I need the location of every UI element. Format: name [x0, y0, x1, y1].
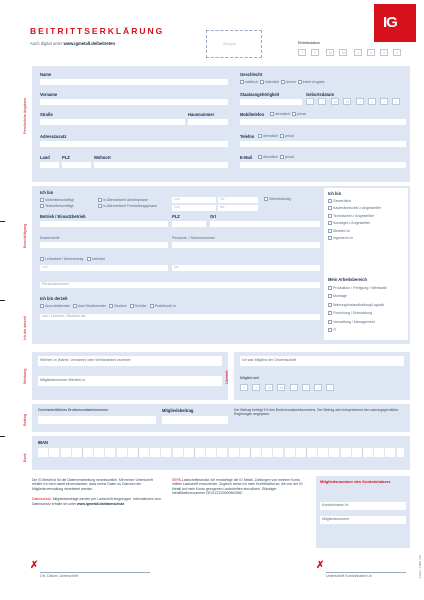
leiharbeit-von-field[interactable]: [40, 265, 168, 271]
dienstlich-checkbox[interactable]: [258, 134, 262, 138]
option-label: in Altersteilzeit Arbeitsphase: [103, 198, 148, 202]
beitrag-side-tag: Beitrag: [23, 413, 27, 426]
werbung-side-tag: Werbung: [23, 368, 27, 384]
option-label: keine Angabe: [302, 80, 325, 84]
fold-mark: [0, 436, 5, 437]
land-label: Land: [40, 155, 50, 160]
kontoinhaber-title: Mitgliedsnummer des Kontoinhabers: [320, 479, 391, 484]
signature-x-icon: ✗: [30, 560, 39, 571]
vollzeit-checkbox[interactable]: [40, 198, 44, 202]
option-label: dienstlich: [263, 134, 278, 138]
option-label: Schüler: [134, 304, 147, 308]
option-label: Kaufmännische/-r Angestellter: [333, 206, 381, 211]
personal-section: [23, 66, 410, 182]
geschlecht-checkbox[interactable]: [281, 80, 285, 84]
arbeitsbereich-checkbox[interactable]: [328, 286, 332, 290]
date-box[interactable]: M: [343, 98, 351, 105]
option-label: privat: [284, 155, 294, 159]
date-box[interactable]: J: [380, 98, 388, 105]
email-field[interactable]: [240, 162, 406, 168]
footer-mid-text: [172, 478, 308, 496]
telefon-options[interactable]: [258, 134, 294, 139]
uebertritt-side-tag: Übertritt: [225, 370, 229, 384]
right-ich-bin-label: Ich bin: [328, 191, 342, 196]
option-label: dienstlich: [275, 112, 290, 116]
option-label: IT: [333, 328, 337, 333]
date-box[interactable]: T: [298, 49, 306, 56]
datenschutz-prefix: Datenschutz:: [32, 497, 53, 502]
option-label: privat: [296, 112, 306, 116]
adresszusatz-label: Adresszusatz: [40, 134, 67, 139]
date-box[interactable]: J: [354, 49, 362, 56]
date-box[interactable]: M: [331, 98, 339, 105]
bis-label: bis: [220, 197, 225, 201]
betrieb-ort-field[interactable]: [210, 221, 320, 227]
arbeitsbereich-checkbox[interactable]: [328, 303, 332, 307]
staatsangehoerigkeit-label: Staatsangehörigkeit: [240, 92, 280, 97]
betrieb-field[interactable]: [40, 221, 168, 227]
mitglied-seit-label: Mitglied seit: [240, 376, 259, 380]
job-type-checkbox[interactable]: [328, 206, 332, 210]
bis-field-2[interactable]: [218, 205, 258, 211]
option-label: weiblich: [245, 80, 258, 84]
vorname-field[interactable]: [40, 99, 228, 105]
option-label: Technische/-r Angestellter: [333, 213, 375, 218]
geschlecht-checkbox[interactable]: [260, 80, 264, 84]
von-label: von: [174, 197, 180, 201]
date-box[interactable]: M: [339, 49, 347, 56]
geburtsdatum-boxes[interactable]: [306, 98, 406, 106]
strasse-field[interactable]: [40, 119, 185, 125]
werbung-section: [23, 352, 228, 400]
geschlecht-label: Geschlecht: [240, 72, 263, 77]
date-box[interactable]: J: [368, 98, 376, 105]
eintrittsdatum-label: Eintrittsdatum: [298, 41, 320, 45]
bis-label: bis: [220, 205, 225, 209]
date-box[interactable]: J: [380, 49, 388, 56]
option-label: Selbstständig: [269, 197, 291, 201]
privat-checkbox[interactable]: [292, 112, 296, 116]
date-box[interactable]: T: [318, 98, 326, 105]
personalnummer-field[interactable]: [40, 282, 320, 288]
job-type-checkbox[interactable]: [328, 229, 332, 233]
vorname-label: Vorname: [40, 92, 58, 97]
option-label: Ingenieur/-in: [333, 236, 353, 241]
wohnort-label: Wohnort: [94, 155, 111, 160]
lehrzeit-label: von / Lehrzeit / Studium bis: [42, 314, 86, 318]
date-box[interactable]: J: [392, 98, 400, 105]
option-label: Verwaltung / Management: [333, 319, 375, 324]
option-label: Gewerblich: [333, 199, 351, 203]
werber-nr-label: Mitgliedsnummer Werber/-in: [40, 378, 86, 382]
date-box[interactable]: J: [326, 384, 334, 391]
hausnummer-field[interactable]: [188, 119, 228, 125]
kontoinhaber-label: Kontoinhaber/-in: [322, 503, 349, 507]
von-label: von: [42, 265, 48, 269]
option-label: Auszubildender: [45, 304, 70, 308]
employment-section: [23, 186, 410, 344]
signature-line: [40, 572, 150, 573]
gewerkschaft-label: Ich war Mitglied der Gewerkschaft: [242, 358, 297, 362]
brutto-label: Durchschnittliches Bruttomonatseinkommen: [38, 408, 109, 412]
personalnr-field[interactable]: [172, 242, 320, 248]
sepa-text: Lastschriftmandat: Ich ermächtige die IG Metall, Zahlungen von meinem Konto mittels Lastschrift einzuziehen. Zugleich weise ich mein Kreditinstitut an, die von der IG Metall auf mein Konto gezogenen Lastschriften einzulösen. Gläubiger-Identifikationsnummer DE31ZZZ00000563369.: [172, 478, 303, 496]
plz-field[interactable]: [62, 162, 91, 168]
form-title: BEITRITTSERKLÄRUNG: [30, 26, 165, 36]
wohnort-field[interactable]: [94, 162, 228, 168]
fold-mark: [0, 221, 5, 222]
date-box[interactable]: J: [290, 384, 298, 391]
job-type-checkbox[interactable]: [328, 221, 332, 225]
date-box[interactable]: T: [252, 384, 260, 391]
iban-label: IBAN: [38, 440, 49, 445]
praktikant-checkbox[interactable]: [150, 304, 154, 308]
kontoinhaber-panel: [316, 476, 410, 548]
option-label: Forschung / Entwicklung: [333, 311, 373, 316]
signature-line: [326, 572, 406, 573]
werber-label: Werber/-in (Name, Vorname) oder Werbeaktion/-nummer: [40, 358, 131, 362]
personalnummer-label: Personalnummer: [42, 282, 70, 286]
leiharbeit-options[interactable]: [40, 257, 105, 262]
beitrag-section: [23, 404, 410, 432]
lehrzeit-field[interactable]: [40, 314, 320, 320]
geschlecht-options[interactable]: [240, 80, 325, 85]
arbeitsbereich-checkbox[interactable]: [328, 328, 332, 332]
selbststaendig-option[interactable]: [264, 197, 291, 202]
subtitle-prefix: Auch digital unter: [30, 41, 64, 46]
form-code: Form.: 1.900 / 23: [418, 555, 422, 578]
option-label: Vollzeitbeschäftigt: [45, 198, 74, 202]
mitglied-seit-boxes[interactable]: [240, 384, 340, 392]
privat-checkbox[interactable]: [280, 155, 284, 159]
footer-left-para1: Die IG Metall ist für die Datenverarbeitung verantwortlich. Mit meiner Unterschrift erkläre ich mich damit einverstanden, dass meine Daten zu Zwecken der Mitgliederverwaltung verarbeitet werden.: [32, 478, 153, 491]
job-type-panel: [324, 188, 408, 340]
arbeitsbereich-checkbox[interactable]: [328, 294, 332, 298]
option-label: Wartung/Instandhaltung/Logistik: [333, 302, 385, 307]
job-type-options[interactable]: [328, 198, 381, 242]
date-box[interactable]: M: [265, 384, 273, 391]
option-label: privat: [284, 134, 294, 138]
mobiltelefon-field[interactable]: [240, 119, 406, 125]
mobiltelefon-label: Mobiltelefon: [240, 112, 265, 117]
leiharbeit-checkbox[interactable]: [40, 257, 44, 261]
von-label: von: [174, 205, 180, 209]
option-label: Teilzeitbeschäftigt: [45, 204, 74, 208]
kostenstelle-label: Kostenstelle: [40, 236, 60, 240]
option-label: männlich: [264, 80, 280, 84]
dienstlich-checkbox[interactable]: [258, 155, 262, 159]
signature-right-label: Unterschrift Kontoinhaber/-in: [326, 574, 372, 578]
geburtsdatum-label: Geburtsdatum: [306, 92, 334, 97]
bank-section: [23, 436, 410, 470]
date-box[interactable]: M: [326, 49, 334, 56]
option-label: Leiharbeit / Werkvertrag: [45, 257, 84, 261]
signature-left[interactable]: [30, 560, 160, 580]
betrieb-plz-label: PLZ: [172, 214, 180, 219]
iban-field[interactable]: [38, 448, 404, 457]
betrieb-label: Betrieb / Einsatzbetrieb: [40, 214, 86, 219]
date-box[interactable]: J: [393, 49, 401, 56]
kontoinhaber-field[interactable]: [320, 502, 406, 510]
job-type-checkbox[interactable]: [328, 214, 332, 218]
brutto-field[interactable]: [38, 416, 156, 424]
status-mid[interactable]: [98, 197, 157, 209]
hausnummer-label: Hausnummer: [188, 112, 215, 117]
logo-text: IG: [383, 14, 397, 31]
mitgliedsbeitrag-label: Mitgliedsbeitrag: [162, 408, 194, 413]
igmetall-logo: [374, 4, 416, 42]
werber-nr-field[interactable]: [38, 376, 222, 386]
job-type-checkbox[interactable]: [328, 236, 332, 240]
telefon-field[interactable]: [240, 141, 406, 147]
adresszusatz-field[interactable]: [40, 141, 228, 147]
bis-label: bis: [174, 265, 179, 269]
stamp-area: [206, 30, 262, 58]
leiharbeit-bis-field[interactable]: [172, 265, 320, 271]
ausbildung-side-tag: Ich bin derzeit: [23, 316, 27, 340]
datenschutz-url[interactable]: www.igmetall.de/datenschutz: [77, 501, 125, 506]
bank-side-tag: Bank: [23, 453, 27, 462]
arbeitsbereich-checkbox[interactable]: [328, 320, 332, 324]
telefon-label: Telefon: [240, 134, 255, 139]
stamp-label: Stempel: [223, 42, 237, 46]
personal-side-tag: Persönliche Angaben: [23, 98, 27, 134]
date-box[interactable]: T: [306, 98, 314, 105]
student-checkbox[interactable]: [109, 304, 113, 308]
dienstlich-checkbox[interactable]: [270, 112, 274, 116]
bis-field[interactable]: [218, 197, 258, 203]
eintrittsdatum-boxes[interactable]: [298, 49, 408, 58]
von-field-2[interactable]: [172, 205, 216, 211]
option-label: dual Studierender: [77, 304, 107, 308]
option-label: in Altersteilzeit Freistellungsphase: [103, 204, 158, 208]
date-box[interactable]: J: [356, 98, 364, 105]
dual-studierender-checkbox[interactable]: [73, 304, 77, 308]
personalnr-label: Personal- / Stammnummer: [172, 236, 215, 240]
uebertritt-section: [225, 352, 410, 400]
date-box[interactable]: T: [240, 384, 248, 391]
job-type-checkbox[interactable]: [328, 199, 332, 203]
werber-field[interactable]: [38, 356, 222, 366]
staatsangehoerigkeit-field[interactable]: [240, 99, 302, 105]
kostenstelle-field[interactable]: [40, 242, 168, 248]
email-options[interactable]: [258, 155, 294, 160]
footer-left-para2: [32, 497, 164, 506]
von-field[interactable]: [172, 197, 216, 203]
strasse-label: Straße: [40, 112, 53, 117]
ich-bin-label: Ich bin: [40, 190, 54, 195]
teilzeit-checkbox[interactable]: [40, 204, 44, 208]
arbeitsbereich-options[interactable]: [328, 284, 386, 334]
ich-bin-derzeit-label: Ich bin derzeit: [40, 296, 68, 301]
fold-mark: [0, 300, 5, 301]
signature-left-label: Ort, Datum, Unterschrift: [40, 574, 78, 578]
option-label: Montage: [333, 294, 347, 299]
status-left[interactable]: [40, 197, 74, 209]
plz-label: PLZ: [62, 155, 70, 160]
email-label: E-Mail: [240, 155, 253, 160]
date-box[interactable]: T: [311, 49, 319, 56]
date-box[interactable]: J: [302, 384, 310, 391]
selbststaendig-checkbox[interactable]: [264, 197, 268, 201]
befristet-checkbox[interactable]: [87, 257, 91, 261]
employment-side-tag: Beschäftigung: [23, 223, 27, 248]
option-label: Praktikant/-in: [154, 304, 176, 308]
betrieb-plz-field[interactable]: [172, 221, 206, 227]
option-label: Produktion / Fertigung / Werkstatt: [333, 286, 387, 290]
gewerkschaft-field[interactable]: [240, 356, 404, 366]
beitrag-note: Der Beitrag beträgt 1% des Bruttomonatseinkommens. Der Beitrag wird entsprechend den satzungsgemäßen Regelungen angepasst.: [234, 408, 399, 417]
option-label: Student: [114, 304, 127, 308]
datenschutz-text: Mitgliedsbeiträge werden per Lastschrift eingezogen. Informationen zum Datenschutz erhalte ich unter: [32, 497, 162, 506]
subtitle-url[interactable]: www.igmetall.de/beitreten: [63, 41, 116, 46]
option-label: dienstlich: [263, 155, 278, 159]
signature-right[interactable]: [316, 560, 410, 580]
altersteilzeit-arbeit-checkbox[interactable]: [98, 198, 102, 202]
option-label: Meister/-in: [333, 228, 350, 233]
option-label: Sonstige/-r Angestellter: [333, 221, 371, 226]
arbeitsbereich-label: Mein Arbeitsbereich: [328, 277, 367, 282]
date-box[interactable]: M: [277, 384, 285, 391]
name-label: Name: [40, 72, 52, 77]
privat-checkbox[interactable]: [280, 134, 284, 138]
form-subtitle: [30, 41, 115, 46]
geschlecht-checkbox[interactable]: [240, 80, 244, 84]
kontoinhaber-nr-label: Mitgliedsnummer: [322, 517, 350, 521]
arbeitsbereich-checkbox[interactable]: [328, 311, 332, 315]
mitgliedsbeitrag-field[interactable]: [162, 416, 228, 424]
altersteilzeit-frei-checkbox[interactable]: [98, 204, 102, 208]
signature-x-icon: ✗: [316, 560, 325, 571]
geschlecht-checkbox[interactable]: [298, 80, 302, 84]
footer-left-text: [32, 478, 164, 506]
mobil-options[interactable]: [270, 112, 306, 117]
land-field[interactable]: [40, 162, 59, 168]
option-label: divers: [286, 80, 296, 84]
option-label: befristet: [92, 257, 106, 261]
kontoinhaber-nr-field[interactable]: [320, 516, 406, 524]
date-box[interactable]: J: [367, 49, 375, 56]
date-box[interactable]: J: [314, 384, 322, 391]
name-field[interactable]: [40, 79, 228, 85]
sepa-prefix: SEPA-: [172, 478, 182, 482]
auszubildender-checkbox[interactable]: [40, 304, 44, 308]
derzeit-options[interactable]: [40, 304, 176, 309]
schueler-checkbox[interactable]: [130, 304, 134, 308]
betrieb-ort-label: Ort: [210, 214, 217, 219]
